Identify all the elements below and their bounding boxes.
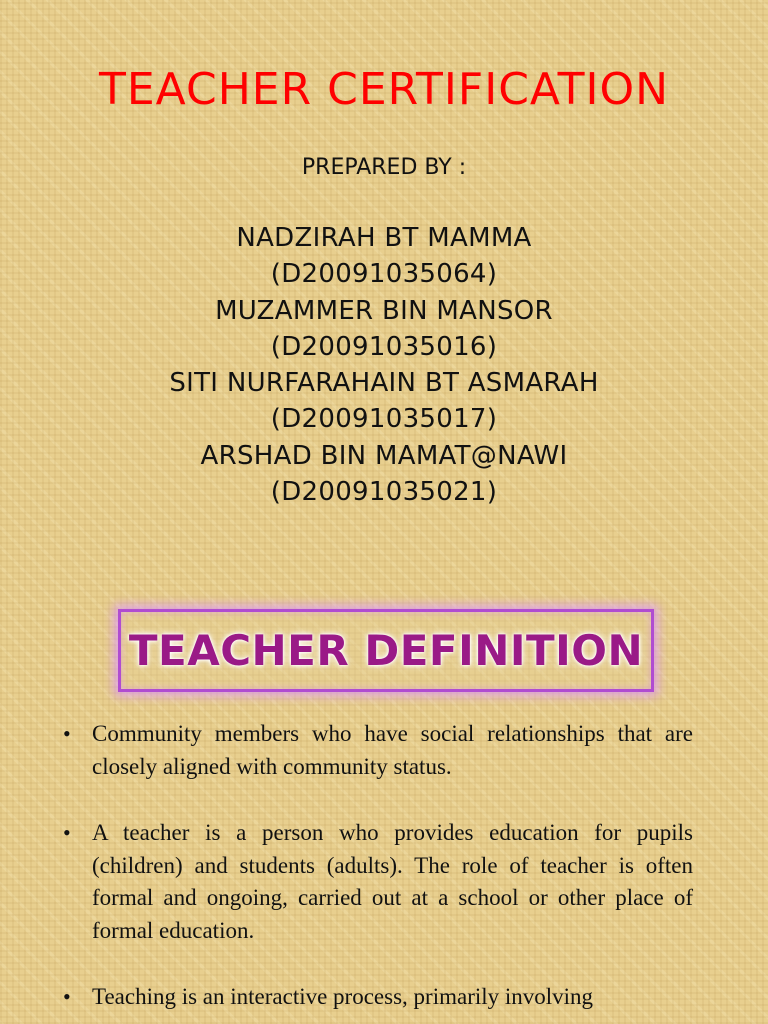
author-id: (D20091035017) [270, 404, 498, 435]
section-heading-box [118, 609, 654, 692]
definition-bullet-list [0, 718, 768, 1024]
author-id: (D20091035016) [270, 331, 498, 362]
author-id: (D20091035021) [270, 477, 498, 508]
bullet-text: Teaching is an interactive process, primarily involving [92, 984, 594, 1009]
bullet-item [0, 718, 768, 783]
bullet-text: Community members who have social relationships that are closely aligned with community status. [92, 721, 693, 779]
prepared-by-label: PREPARED BY : [301, 155, 467, 180]
author-name: SITI NURFARAHAIN BT ASMARAH [169, 368, 599, 399]
bullet-icon: • [63, 721, 71, 746]
author-name: ARSHAD BIN MAMAT@NAWI [200, 440, 568, 471]
author-name: NADZIRAH BT MAMMA [236, 223, 532, 253]
bullet-text: A teacher is a person who provides education for pupils (children) and students (adults). The role of teacher is often formal and ongoing, carried out at a school or other place of formal education. [92, 820, 693, 943]
presentation-title: TEACHER CERTIFICATION [98, 64, 669, 115]
author-id: (D20091035064) [270, 259, 498, 290]
bullet-item [0, 981, 768, 1014]
bullet-item [0, 817, 768, 947]
author-name: MUZAMMER BIN MANSOR [215, 295, 553, 326]
bullet-icon: • [63, 820, 71, 845]
author-list [0, 220, 768, 510]
bullet-icon: • [63, 984, 71, 1009]
section-heading: TEACHER DEFINITION [128, 626, 644, 675]
